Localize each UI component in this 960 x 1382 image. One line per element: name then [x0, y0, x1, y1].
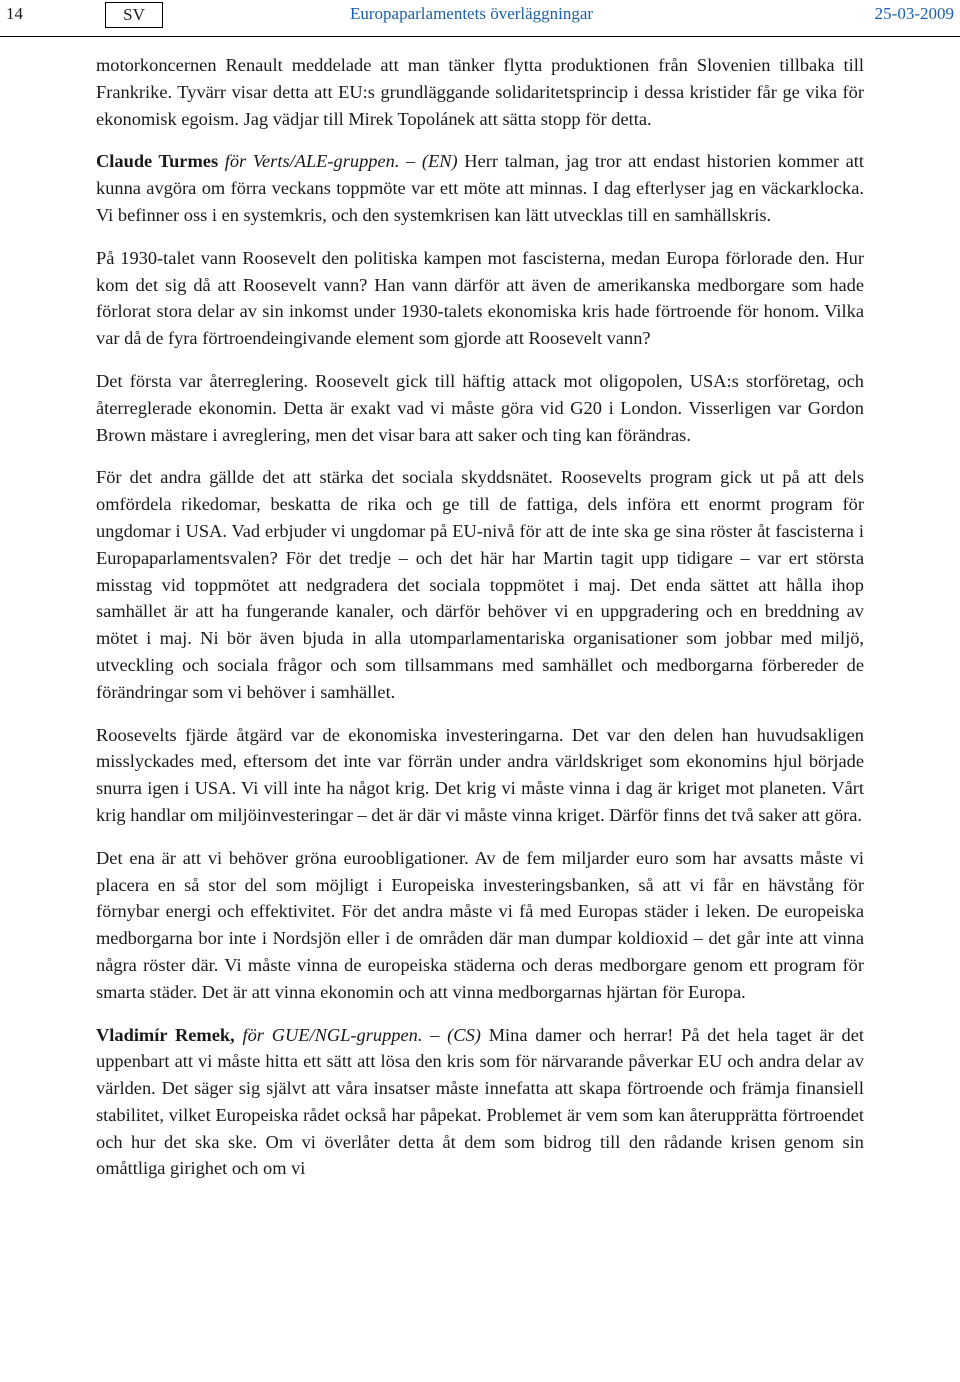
paragraph [96, 464, 864, 705]
paragraph-text: Det första var återreglering. Roosevelt gick till häftig attack mot oligopolen, USA:s storföretag, och återreglerade ekonomin. Detta är exakt vad vi måste göra vid G20 i London. Visserligen var Gordon Brown mästare i avreglering, men det visar bara att saker och ting kan förändras. [96, 370, 864, 445]
paragraph-text: motorkoncernen Renault meddelade att man tänker flytta produktionen från Slovenien tillbaka till Frankrike. Tyvärr visar detta att EU:s grundläggande solidaritetsprincip i dessa kristider får ge vika för ekonomisk egoism. Jag vädjar till Mirek Topolánek att sätta stopp för detta. [96, 55, 864, 129]
document-title: Europaparlamentets överläggningar [350, 4, 594, 23]
paragraph-text: Roosevelts fjärde åtgärd var de ekonomiska investeringarna. Det var den delen han huvudsakligen misslyckades med, eftersom det inte var förrän under andra världskriget som ekonomins hjul började snurra igen i USA. Vi vill inte ha något krig. Det krig vi måste vinna i dag är kriget mot planeten. Vårt krig handlar om miljöinvesteringar – det är där vi måste vinna kriget. Därför finns det två saker att göra. [96, 724, 864, 825]
paragraph-text: Mina damer och herrar! På det hela taget är det uppenbart att vi måste hitta ett sätt att lösa den kris som för närvarande påverkar EU och andra delar av världen. Det säger sig självt att våra insatser måste innefatta att skapa förtroende och främja finansiell stabilitet, vilket Europeiska rådet också har påpekat. Problemet är vem som kan återupprätta förtroendet och hur det ska ske. Om vi överlåter detta åt dem som bidrog till den rådande krisen genom sin omåttliga girighet och om vi [96, 1024, 864, 1179]
speaker-name: Vladimír Remek, [96, 1024, 235, 1045]
speaker-group: för Verts/ALE-gruppen. – (EN) [224, 151, 458, 172]
paragraph-text: För det andra gällde det att stärka det sociala skyddsnätet. Roosevelts program gick ut på att dels omfördela rikedomar, beskatta de rika och ge till de fattiga, dels införa ett enormt program för ungdomar i USA. Vad erbjuder vi ungdomar på EU-nivå för att de inte ska ge sina röster åt fascisterna i Europaparlamentsvalen? För det tredje – och det här har Martin tagit upp tidigare – var ert största misstag vid toppmötet att nedgradera det sociala toppmötet i maj. Det enda sättet att hålla ihop samhället är att ha fungerande kanaler, och därför behöver vi en uppgradering och en breddning av mötet i maj. Ni bör även bjuda in alla utomparlamentariska organisationer som jobbar med miljö, utveckling och sociala frågor och som tillsammans med samhället och medborgarna förbereder de förändringar som vi behöver i samhället. [96, 467, 864, 702]
paragraph [96, 845, 864, 1006]
paragraph-text: Det ena är att vi behöver gröna euroobligationer. Av de fem miljarder euro som har avsatts måste vi placera en så stor del som möjligt i Europeiska investeringsbanken, så att vi får en hävstång för förnybar energi och effektivitet. För det andra måste vi få med Europas städer i leken. De europeiska medborgarna bor inte i Nordsjön eller i de områden där man dumpar koldioxid – det går inte att vinna några röster där. Vi måste vinna de europeiska städerna och deras medborgare genom ett program för smarta städer. Det är att vinna ekonomin och att vinna medborgarnas hjärtan för Europa. [96, 847, 864, 1002]
document-date: 25-03-2009 [874, 4, 954, 23]
document-body [96, 52, 864, 1198]
paragraph-text: Herr talman, jag tror att endast historien kommer att kunna avgöra om förra veckans toppmöte var ett möte att minnas. I dag efterlyser jag en väckarklocka. Vi befinner oss i en systemkris, och den systemkrisen kan lätt utvecklas till en samhällskris. [96, 151, 864, 225]
paragraph [96, 52, 864, 132]
speech-paragraph [96, 148, 864, 228]
paragraph-text: På 1930-talet vann Roosevelt den politiska kampen mot fascisterna, medan Europa förlorade den. Hur kom det sig då att Roosevelt vann? Han vann därför att även de amerikanska medborgare som hade förlorat stora delar av sin inkomst under 1930-talets ekonomiska kris hade förtroende för honom. Vilka var då de fyra förtroendeingivande element som gjorde att Roosevelt vann? [96, 247, 864, 349]
page-header [0, 0, 960, 37]
speaker-group: för GUE/NGL-gruppen. – (CS) [242, 1024, 481, 1045]
paragraph [96, 368, 864, 448]
paragraph [96, 722, 864, 829]
speaker-name: Claude Turmes [96, 151, 219, 172]
language-code-box: SV [105, 2, 163, 28]
speech-paragraph [96, 1022, 864, 1183]
paragraph [96, 245, 864, 352]
page-number: 14 [6, 4, 23, 23]
